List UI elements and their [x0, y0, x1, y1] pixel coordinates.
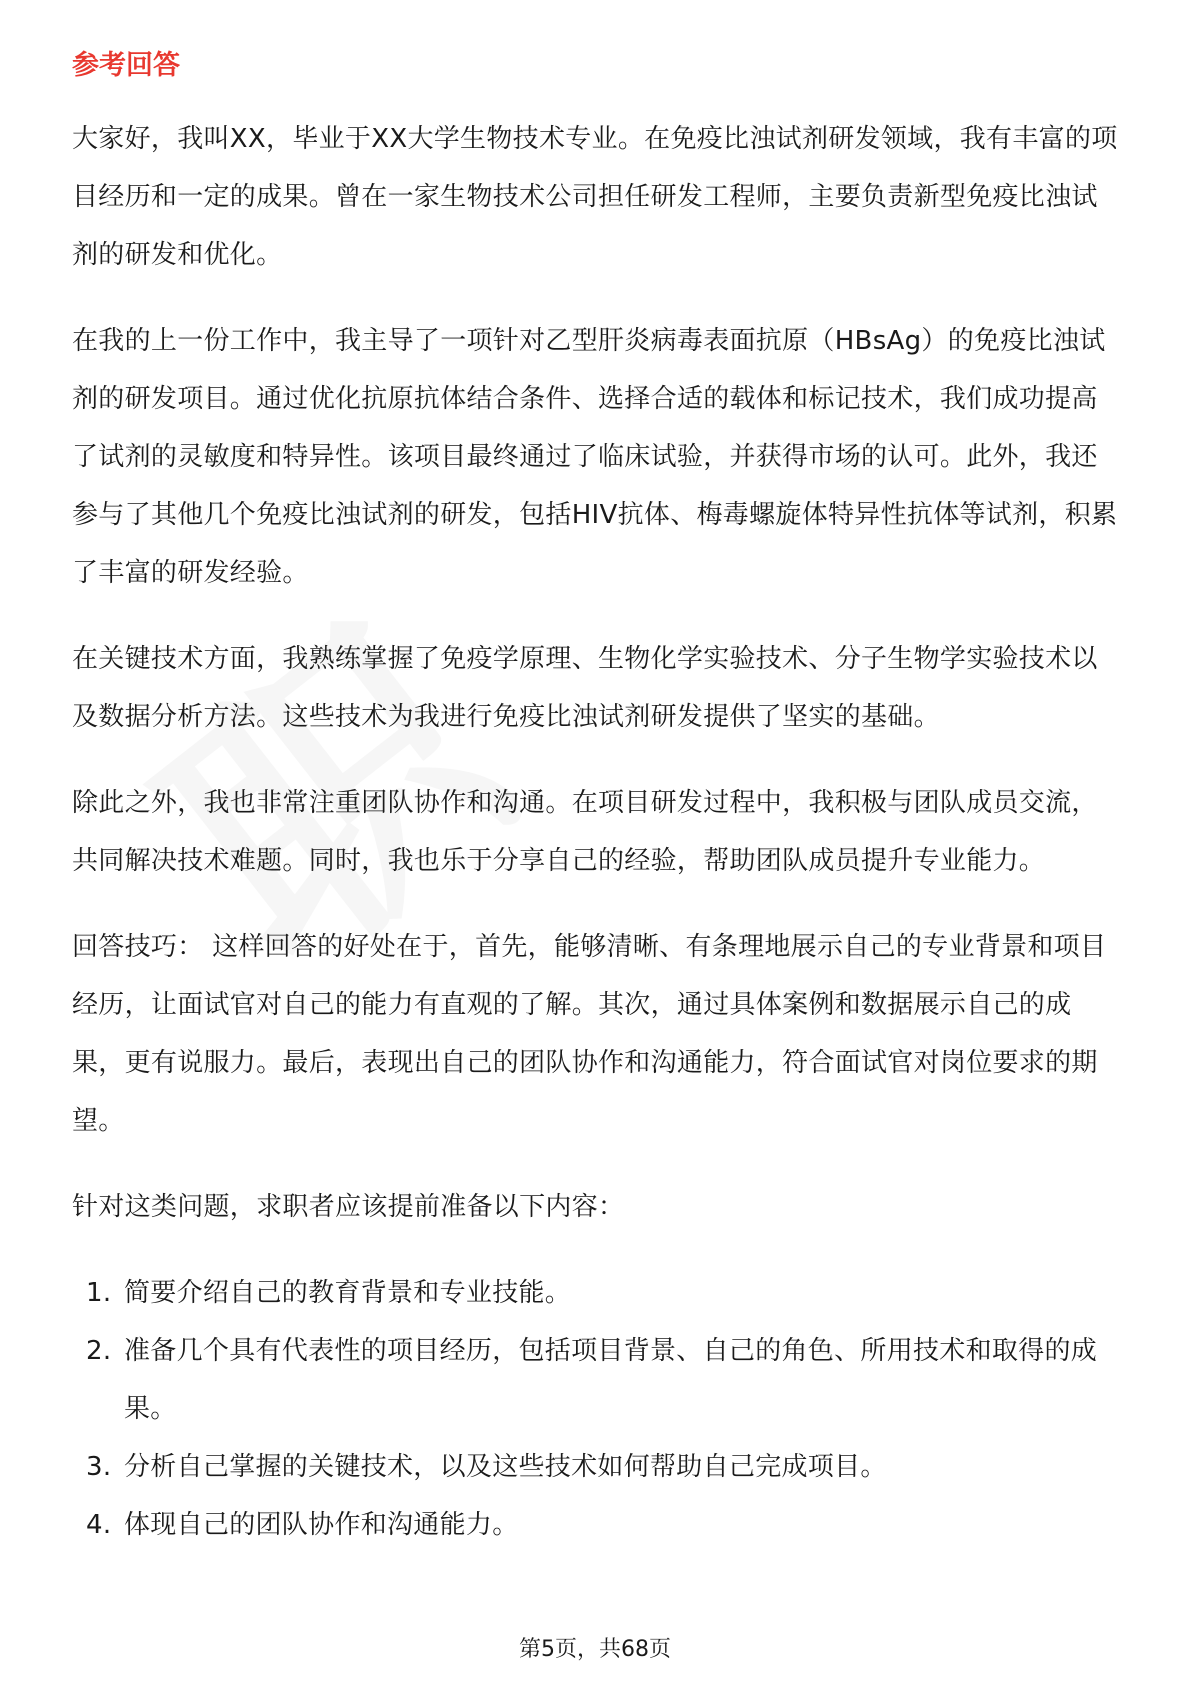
list-text: 分析自己掌握的关键技术，以及这些技术如何帮助自己完成项目。: [124, 1452, 887, 1482]
list-number: 4.: [86, 1510, 112, 1540]
list-item: [72, 1264, 1122, 1322]
paragraph-intro: 大家好，我叫XX，毕业于XX大学生物技术专业。在免疫比浊试剂研发领域，我有丰富的项目经历和一定的成果。曾在一家生物技术公司担任研发工程师，主要负责新型免疫比浊试剂的研发和优化。: [72, 124, 1118, 270]
paragraph-prepare: 针对这类问题，求职者应该提前准备以下内容：: [72, 1192, 625, 1222]
list-item: [72, 1496, 1122, 1554]
list-text: 准备几个具有代表性的项目经历，包括项目背景、自己的角色、所用技术和取得的成果。: [124, 1336, 1098, 1424]
paragraph-teamwork: 除此之外，我也非常注重团队协作和沟通。在项目研发过程中，我积极与团队成员交流，共同解决技术难题。同时，我也乐于分享自己的经验，帮助团队成员提升专业能力。: [72, 788, 1098, 876]
preparation-list: [72, 1264, 1122, 1554]
section-heading: 参考回答: [72, 50, 180, 81]
list-text: 体现自己的团队协作和沟通能力。: [124, 1510, 519, 1540]
list-number: 2.: [86, 1336, 112, 1366]
paragraph-skills: 在关键技术方面，我熟练掌握了免疫学原理、生物化学实验技术、分子生物学实验技术以及数据分析方法。这些技术为我进行免疫比浊试剂研发提供了坚实的基础。: [72, 644, 1098, 732]
page-footer: 第5页，共68页: [519, 1637, 671, 1662]
list-text: 简要介绍自己的教育背景和专业技能。: [124, 1278, 572, 1308]
list-item: [72, 1438, 1122, 1496]
paragraph-tips: 回答技巧： 这样回答的好处在于，首先，能够清晰、有条理地展示自己的专业背景和项目经历，让面试官对自己的能力有直观的了解。其次，通过具体案例和数据展示自己的成果，更有说服力。最后，表现出自己的团队协作和沟通能力，符合面试官对岗位要求的期望。: [72, 932, 1107, 1136]
list-number: 3.: [86, 1452, 112, 1482]
list-item: [72, 1322, 1122, 1438]
list-number: 1.: [86, 1278, 112, 1308]
paragraph-project: 在我的上一份工作中，我主导了一项针对乙型肝炎病毒表面抗原（HBsAg）的免疫比浊试剂的研发项目。通过优化抗原抗体结合条件、选择合适的载体和标记技术，我们成功提高了试剂的灵敏度和特异性。该项目最终通过了临床试验，并获得市场的认可。此外，我还参与了其他几个免疫比浊试剂的研发，包括HIV抗体、梅毒螺旋体特异性抗体等试剂，积累了丰富的研发经验。: [72, 326, 1118, 588]
document-body: [72, 46, 1122, 1554]
